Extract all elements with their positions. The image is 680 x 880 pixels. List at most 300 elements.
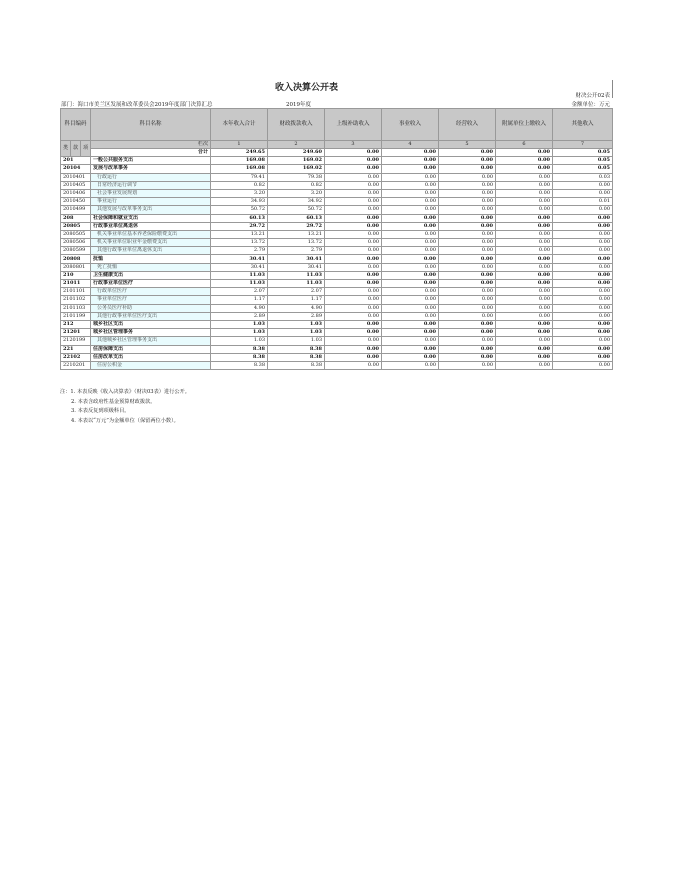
row-value-c5: 0.00 <box>439 247 496 255</box>
note-line: 注：1. 本表反映《收入决算表》（财决03表）进行公开。 <box>60 389 190 395</box>
row-value-c4: 0.00 <box>382 214 439 222</box>
row-value-c6: 0.00 <box>496 280 553 288</box>
row-code: 2010499 <box>61 206 91 214</box>
item-label: 款 <box>71 141 81 157</box>
row-value-c1: 79.41 <box>211 173 268 181</box>
row-name: 一般公共服务支出 <box>91 157 211 165</box>
row-value-c3: 0.00 <box>325 214 382 222</box>
row-value-c6: 0.00 <box>496 165 553 173</box>
row-value-c5: 0.00 <box>439 214 496 222</box>
total-c2: 249.60 <box>268 149 325 157</box>
row-value-c3: 0.00 <box>325 337 382 345</box>
row-code: 21011 <box>61 280 91 288</box>
row-code: 2010405 <box>61 181 91 189</box>
sheet-divider <box>612 80 613 98</box>
row-name: 发展与改革事务 <box>91 165 211 173</box>
table-row <box>61 214 613 222</box>
row-code: 2080506 <box>61 239 91 247</box>
row-value-c6: 0.00 <box>496 157 553 165</box>
row-value-c2: 2.89 <box>268 312 325 320</box>
col-num-5: 5 <box>439 141 496 149</box>
row-value-c4: 0.00 <box>382 345 439 353</box>
row-value-c2: 79.38 <box>268 173 325 181</box>
row-value-c3: 0.00 <box>325 165 382 173</box>
row-code: 2120199 <box>61 337 91 345</box>
total-c3: 0.00 <box>325 149 382 157</box>
row-code: 2101199 <box>61 312 91 320</box>
row-value-c5: 0.00 <box>439 304 496 312</box>
row-value-c1: 13.72 <box>211 239 268 247</box>
column-number-row <box>61 141 613 149</box>
row-value-c3: 0.00 <box>325 345 382 353</box>
table-row <box>61 173 613 181</box>
table-number: 财决公开02表 <box>575 93 610 99</box>
row-value-c7: 0.00 <box>553 206 613 214</box>
row-value-c1: 30.41 <box>211 255 268 263</box>
row-value-c3: 0.00 <box>325 222 382 230</box>
row-value-c1: 50.72 <box>211 206 268 214</box>
total-c6: 0.00 <box>496 149 553 157</box>
table-row <box>61 198 613 206</box>
table-row <box>61 230 613 238</box>
row-value-c3: 0.00 <box>325 198 382 206</box>
row-value-c1: 2.79 <box>211 247 268 255</box>
row-value-c7: 0.00 <box>553 296 613 304</box>
row-value-c3: 0.00 <box>325 288 382 296</box>
row-code: 2210201 <box>61 361 91 369</box>
table-row <box>61 206 613 214</box>
row-value-c3: 0.00 <box>325 239 382 247</box>
row-code: 20805 <box>61 222 91 230</box>
row-code: 2080801 <box>61 263 91 271</box>
row-value-c7: 0.00 <box>553 189 613 197</box>
row-value-c7: 0.00 <box>553 181 613 189</box>
row-value-c2: 13.21 <box>268 230 325 238</box>
row-code: 2010450 <box>61 198 91 206</box>
row-value-c6: 0.00 <box>496 361 553 369</box>
row-value-c2: 60.13 <box>268 214 325 222</box>
table-row <box>61 165 613 173</box>
col-num-4: 4 <box>382 141 439 149</box>
row-value-c7: 0.00 <box>553 230 613 238</box>
row-name: 行政事业单位离退休 <box>91 222 211 230</box>
row-name: 城乡社区支出 <box>91 320 211 328</box>
row-value-c7: 0.03 <box>553 173 613 181</box>
row-value-c2: 29.72 <box>268 222 325 230</box>
row-value-c6: 0.00 <box>496 239 553 247</box>
col-6-header: 附属单位上缴收入 <box>496 109 553 141</box>
row-value-c3: 0.00 <box>325 206 382 214</box>
row-value-c1: 11.03 <box>211 280 268 288</box>
row-value-c5: 0.00 <box>439 337 496 345</box>
row-name: 其他城乡社区管理事务支出 <box>91 337 211 345</box>
row-value-c4: 0.00 <box>382 361 439 369</box>
row-value-c1: 34.93 <box>211 198 268 206</box>
row-value-c7: 0.00 <box>553 337 613 345</box>
row-name: 机关事业单位基本养老保险缴费支出 <box>91 230 211 238</box>
row-value-c3: 0.00 <box>325 181 382 189</box>
table-row <box>61 255 613 263</box>
table-row <box>61 222 613 230</box>
header-row <box>61 109 613 141</box>
row-value-c3: 0.00 <box>325 280 382 288</box>
row-name: 社会保障和就业支出 <box>91 214 211 222</box>
row-value-c4: 0.00 <box>382 353 439 361</box>
row-value-c6: 0.00 <box>496 288 553 296</box>
row-value-c2: 1.03 <box>268 337 325 345</box>
row-value-c4: 0.00 <box>382 230 439 238</box>
row-name: 事业单位医疗 <box>91 296 211 304</box>
row-value-c7: 0.00 <box>553 255 613 263</box>
row-value-c6: 0.00 <box>496 296 553 304</box>
table-row <box>61 337 613 345</box>
row-value-c3: 0.00 <box>325 247 382 255</box>
row-value-c2: 11.03 <box>268 271 325 279</box>
row-value-c5: 0.00 <box>439 198 496 206</box>
row-value-c5: 0.00 <box>439 181 496 189</box>
row-code: 221 <box>61 345 91 353</box>
row-value-c2: 169.02 <box>268 157 325 165</box>
row-value-c2: 3.20 <box>268 189 325 197</box>
row-value-c6: 0.00 <box>496 173 553 181</box>
income-table <box>60 108 613 370</box>
row-value-c7: 0.00 <box>553 214 613 222</box>
row-value-c4: 0.00 <box>382 337 439 345</box>
row-value-c3: 0.00 <box>325 361 382 369</box>
row-value-c4: 0.00 <box>382 280 439 288</box>
row-value-c1: 169.08 <box>211 157 268 165</box>
row-value-c6: 0.00 <box>496 189 553 197</box>
col-num-6: 6 <box>496 141 553 149</box>
row-value-c4: 0.00 <box>382 157 439 165</box>
row-value-c7: 0.00 <box>553 222 613 230</box>
col-1-header: 本年收入合计 <box>211 109 268 141</box>
row-value-c6: 0.00 <box>496 230 553 238</box>
row-value-c7: 0.00 <box>553 329 613 337</box>
row-value-c5: 0.00 <box>439 280 496 288</box>
sub-label: 项 <box>81 141 91 157</box>
row-name: 住房公积金 <box>91 361 211 369</box>
row-value-c4: 0.00 <box>382 181 439 189</box>
table-row <box>61 263 613 271</box>
row-value-c1: 4.90 <box>211 304 268 312</box>
row-value-c7: 0.01 <box>553 198 613 206</box>
row-value-c2: 8.38 <box>268 353 325 361</box>
row-value-c7: 0.00 <box>553 361 613 369</box>
row-name: 行政事业单位医疗 <box>91 280 211 288</box>
row-value-c5: 0.00 <box>439 189 496 197</box>
row-name: 公务员医疗补助 <box>91 304 211 312</box>
row-value-c5: 0.00 <box>439 345 496 353</box>
col-5-header: 经营收入 <box>439 109 496 141</box>
row-value-c3: 0.00 <box>325 329 382 337</box>
row-value-c2: 30.41 <box>268 263 325 271</box>
row-value-c1: 13.21 <box>211 230 268 238</box>
table-row <box>61 304 613 312</box>
row-value-c2: 2.07 <box>268 288 325 296</box>
row-value-c5: 0.00 <box>439 239 496 247</box>
row-name: 城乡社区管理事务 <box>91 329 211 337</box>
row-value-c4: 0.00 <box>382 296 439 304</box>
row-value-c6: 0.00 <box>496 263 553 271</box>
row-value-c1: 1.03 <box>211 337 268 345</box>
row-value-c1: 11.03 <box>211 271 268 279</box>
row-value-c4: 0.00 <box>382 312 439 320</box>
row-value-c6: 0.00 <box>496 181 553 189</box>
row-value-c6: 0.00 <box>496 271 553 279</box>
row-value-c6: 0.00 <box>496 337 553 345</box>
col-3-header: 上级补助收入 <box>325 109 382 141</box>
row-value-c5: 0.00 <box>439 222 496 230</box>
row-value-c6: 0.00 <box>496 206 553 214</box>
total-c5: 0.00 <box>439 149 496 157</box>
row-value-c7: 0.00 <box>553 263 613 271</box>
table-row <box>61 181 613 189</box>
row-value-c4: 0.00 <box>382 255 439 263</box>
row-name: 行政运行 <box>91 173 211 181</box>
col-num-3: 3 <box>325 141 382 149</box>
row-value-c3: 0.00 <box>325 255 382 263</box>
row-value-c2: 34.92 <box>268 198 325 206</box>
row-value-c5: 0.00 <box>439 230 496 238</box>
note-line: 2. 本表含政府性基金预算财政拨款。 <box>71 398 156 405</box>
row-code: 22102 <box>61 353 91 361</box>
row-value-c1: 1.17 <box>211 296 268 304</box>
total-row <box>61 149 613 157</box>
total-c7: 0.05 <box>553 149 613 157</box>
row-value-c6: 0.00 <box>496 255 553 263</box>
row-value-c7: 0.00 <box>553 247 613 255</box>
row-value-c5: 0.00 <box>439 157 496 165</box>
row-value-c2: 4.90 <box>268 304 325 312</box>
row-value-c3: 0.00 <box>325 353 382 361</box>
row-code: 2080599 <box>61 247 91 255</box>
row-code: 201 <box>61 157 91 165</box>
row-value-c5: 0.00 <box>439 263 496 271</box>
row-value-c4: 0.00 <box>382 304 439 312</box>
row-value-c3: 0.00 <box>325 173 382 181</box>
row-value-c7: 0.00 <box>553 271 613 279</box>
row-value-c3: 0.00 <box>325 320 382 328</box>
row-value-c4: 0.00 <box>382 288 439 296</box>
row-value-c1: 8.38 <box>211 345 268 353</box>
row-value-c4: 0.00 <box>382 320 439 328</box>
row-name: 住房改革支出 <box>91 353 211 361</box>
col-code-header: 科目编码 <box>61 109 91 141</box>
row-value-c4: 0.00 <box>382 263 439 271</box>
row-name: 机关事业单位职业年金缴费支出 <box>91 239 211 247</box>
row-value-c1: 8.38 <box>211 353 268 361</box>
row-value-c7: 0.00 <box>553 345 613 353</box>
row-value-c1: 60.13 <box>211 214 268 222</box>
row-value-c2: 2.79 <box>268 247 325 255</box>
department-label: 部门：海口市美兰区发展和改革委员会2019年度部门决算汇总 <box>61 102 213 108</box>
page-title: 收入决算公开表 <box>274 83 338 93</box>
row-value-c2: 8.38 <box>268 345 325 353</box>
row-code: 210 <box>61 271 91 279</box>
row-name: 死亡抚恤 <box>91 263 211 271</box>
row-value-c4: 0.00 <box>382 247 439 255</box>
row-value-c2: 8.38 <box>268 361 325 369</box>
row-value-c2: 1.17 <box>268 296 325 304</box>
col-num-2: 2 <box>268 141 325 149</box>
row-name: 其他发展与改革事务支出 <box>91 206 211 214</box>
row-value-c7: 0.00 <box>553 304 613 312</box>
row-value-c4: 0.00 <box>382 239 439 247</box>
row-code: 212 <box>61 320 91 328</box>
table-row <box>61 247 613 255</box>
row-value-c2: 11.03 <box>268 280 325 288</box>
row-value-c6: 0.00 <box>496 312 553 320</box>
row-value-c4: 0.00 <box>382 206 439 214</box>
row-value-c4: 0.00 <box>382 222 439 230</box>
row-code: 2101103 <box>61 304 91 312</box>
row-value-c6: 0.00 <box>496 304 553 312</box>
row-value-c7: 0.00 <box>553 312 613 320</box>
row-value-c3: 0.00 <box>325 263 382 271</box>
row-name: 抚恤 <box>91 255 211 263</box>
class-label: 类 <box>61 141 71 157</box>
row-value-c5: 0.00 <box>439 361 496 369</box>
row-value-c1: 8.38 <box>211 361 268 369</box>
row-value-c4: 0.00 <box>382 189 439 197</box>
table-row <box>61 312 613 320</box>
row-value-c7: 0.05 <box>553 165 613 173</box>
row-value-c6: 0.00 <box>496 222 553 230</box>
row-value-c6: 0.00 <box>496 329 553 337</box>
note-line: 3. 本表反复到项级科目。 <box>71 408 130 415</box>
col-num-1: 1 <box>211 141 268 149</box>
row-value-c7: 0.00 <box>553 353 613 361</box>
row-value-c6: 0.00 <box>496 214 553 222</box>
row-value-c5: 0.00 <box>439 296 496 304</box>
row-value-c1: 30.41 <box>211 263 268 271</box>
row-value-c4: 0.00 <box>382 271 439 279</box>
row-value-c2: 169.02 <box>268 165 325 173</box>
row-value-c5: 0.00 <box>439 320 496 328</box>
row-value-c3: 0.00 <box>325 296 382 304</box>
table-row <box>61 280 613 288</box>
col-num-7: 7 <box>553 141 613 149</box>
row-code: 2101102 <box>61 296 91 304</box>
row-name: 日常经济运行调节 <box>91 181 211 189</box>
year-label: 2019年度 <box>286 102 311 108</box>
table-row <box>61 239 613 247</box>
table-row <box>61 288 613 296</box>
row-value-c3: 0.00 <box>325 312 382 320</box>
row-value-c6: 0.00 <box>496 320 553 328</box>
row-code: 20808 <box>61 255 91 263</box>
row-value-c1: 29.72 <box>211 222 268 230</box>
row-value-c4: 0.00 <box>382 173 439 181</box>
row-value-c7: 0.00 <box>553 320 613 328</box>
row-value-c1: 2.07 <box>211 288 268 296</box>
row-value-c7: 0.05 <box>553 157 613 165</box>
total-label: 合计 <box>91 149 211 157</box>
row-value-c1: 169.08 <box>211 165 268 173</box>
row-value-c6: 0.00 <box>496 247 553 255</box>
row-name: 其他行政事业单位离退休支出 <box>91 247 211 255</box>
row-code: 21201 <box>61 329 91 337</box>
row-name: 事业运行 <box>91 198 211 206</box>
row-code: 20104 <box>61 165 91 173</box>
row-name: 其他行政事业单位医疗支出 <box>91 312 211 320</box>
row-value-c6: 0.00 <box>496 353 553 361</box>
unit-label: 金额单位：万元 <box>571 102 610 108</box>
row-value-c5: 0.00 <box>439 165 496 173</box>
row-value-c4: 0.00 <box>382 329 439 337</box>
table-row <box>61 329 613 337</box>
table-row <box>61 353 613 361</box>
row-value-c5: 0.00 <box>439 271 496 279</box>
col-name-header: 科目名称 <box>91 109 211 141</box>
row-value-c7: 0.00 <box>553 239 613 247</box>
row-code: 2010406 <box>61 189 91 197</box>
row-value-c1: 1.03 <box>211 320 268 328</box>
row-value-c2: 50.72 <box>268 206 325 214</box>
row-value-c2: 30.41 <box>268 255 325 263</box>
table-row <box>61 157 613 165</box>
row-value-c1: 3.20 <box>211 189 268 197</box>
total-c1: 249.65 <box>211 149 268 157</box>
row-value-c3: 0.00 <box>325 157 382 165</box>
notes <box>60 388 190 426</box>
row-value-c5: 0.00 <box>439 206 496 214</box>
row-value-c1: 2.89 <box>211 312 268 320</box>
row-name: 社会事业发展规划 <box>91 189 211 197</box>
col-4-header: 事业收入 <box>382 109 439 141</box>
row-value-c3: 0.00 <box>325 271 382 279</box>
row-name: 行政单位医疗 <box>91 288 211 296</box>
row-value-c2: 1.03 <box>268 329 325 337</box>
row-value-c2: 0.82 <box>268 181 325 189</box>
row-value-c5: 0.00 <box>439 255 496 263</box>
row-value-c3: 0.00 <box>325 189 382 197</box>
table-row <box>61 189 613 197</box>
row-value-c2: 1.03 <box>268 320 325 328</box>
row-value-c6: 0.00 <box>496 345 553 353</box>
table-row <box>61 271 613 279</box>
note-line: 4. 本表以“万元”为金额单位（保留两位小数）。 <box>71 417 179 424</box>
row-value-c5: 0.00 <box>439 353 496 361</box>
row-value-c3: 0.00 <box>325 304 382 312</box>
row-value-c7: 0.00 <box>553 280 613 288</box>
row-value-c5: 0.00 <box>439 173 496 181</box>
row-value-c4: 0.00 <box>382 165 439 173</box>
table-row <box>61 361 613 369</box>
row-value-c1: 1.03 <box>211 329 268 337</box>
row-name: 卫生健康支出 <box>91 271 211 279</box>
row-code: 2010401 <box>61 173 91 181</box>
row-code: 2101101 <box>61 288 91 296</box>
table-row <box>61 296 613 304</box>
row-value-c1: 0.82 <box>211 181 268 189</box>
col-label: 栏次 <box>91 141 211 149</box>
col-2-header: 财政拨款收入 <box>268 109 325 141</box>
table-row <box>61 345 613 353</box>
row-code: 208 <box>61 214 91 222</box>
row-value-c7: 0.00 <box>553 288 613 296</box>
row-name: 住房保障支出 <box>91 345 211 353</box>
row-value-c4: 0.00 <box>382 198 439 206</box>
col-7-header: 其他收入 <box>553 109 613 141</box>
row-value-c5: 0.00 <box>439 312 496 320</box>
row-value-c3: 0.00 <box>325 230 382 238</box>
row-code: 2080505 <box>61 230 91 238</box>
row-value-c2: 13.72 <box>268 239 325 247</box>
row-value-c5: 0.00 <box>439 288 496 296</box>
total-c4: 0.00 <box>382 149 439 157</box>
